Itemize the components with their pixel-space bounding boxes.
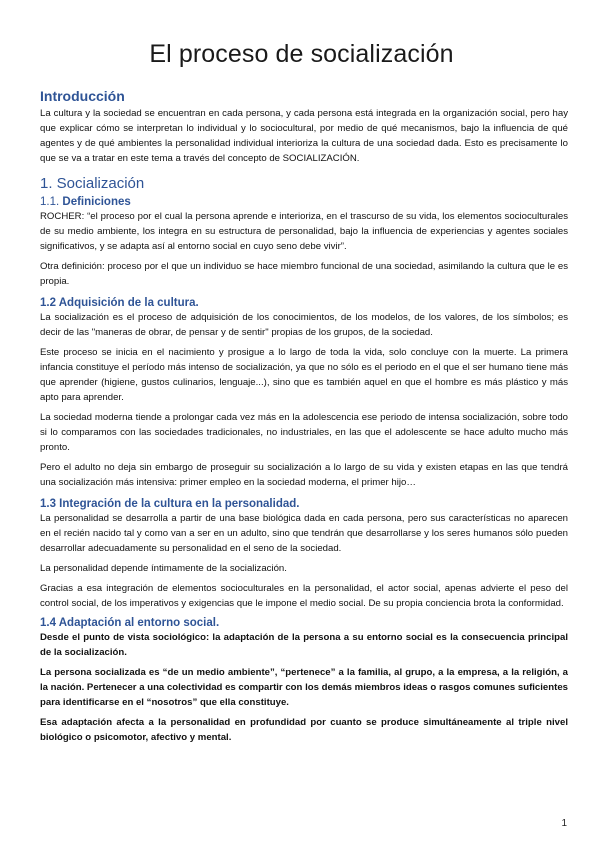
- document-body: [40, 88, 568, 745]
- paragraph-1-2-d: Pero el adulto no deja sin embargo de proseguir su socialización a lo largo de su vida y existen etapas en las que tendrá una socialización más intensiva: primer empleo en la sociedad moderna, el primer hijo…: [40, 462, 568, 488]
- definition-other-paragraph: Otra definición: proceso por el que un individuo se hace miembro funcional de una sociedad, asimilando la cultura que le es propia.: [40, 261, 568, 287]
- paragraph-1-4-b: La persona socializada es “de un medio ambiente”, “pertenece” a la familia, al grupo, a la empresa, a la religión, a la nación. Pertenecer a una colectividad es compartir con los demás miembros ideas o rasgos comunes suficientes para identificarse en el “nosotros” que ella constituye.: [40, 667, 568, 708]
- subsection-1-1-number: 1.1.: [40, 196, 60, 208]
- subsection-1-1-heading: [40, 196, 568, 208]
- subsection-1-4-heading: 1.4 Adaptación al entorno social.: [40, 617, 220, 629]
- intro-paragraph: La cultura y la sociedad se encuentran en cada persona, y cada persona está integrada en la organización social, pero hay que explicar cómo se interpretan lo individual y lo sociocultural, por medio de qué mecanismos, bajo la influencia de qué agentes y de qué ambientes la personalidad individual interioriza la cultura de una sociedad dada. Esto es precisamente lo que se va a tratar en este tema a través del concepto de SOCIALIZACIÓN.: [40, 108, 568, 164]
- paragraph-1-3-a: La personalidad se desarrolla a partir de una base biológica dada en cada persona, pero sus características no aparecen en el recién nacido tal y como van a ser en un adulto, sino que tendrán que desarrollarse y los seres humanos sólo pueden desarrollar adecuadamente su personalidad en el seno de la sociedad.: [40, 513, 568, 554]
- paragraph-1-2-b: Este proceso se inicia en el nacimiento y prosigue a lo largo de toda la vida, solo concluye con la muerte. La primera infancia constituye el período más intenso de socialización, ya que no sólo es el periodo en el que el ser humano tiene más que aprender (higiene, gustos culinarios, lenguaje...), sino que es también aquel en que el hombre es más plástico y más apto para aprender.: [40, 347, 568, 403]
- document-title: El proceso de socialización: [149, 40, 454, 68]
- subsection-1-2-heading: 1.2 Adquisición de la cultura.: [40, 297, 199, 309]
- paragraph-1-2-a: La socialización es el proceso de adquisición de los conocimientos, de los modelos, de los valores, de los símbolos; es decir de las "maneras de obrar, de pensar y de sentir" propias de los grupos, de la sociedad.: [40, 312, 568, 338]
- section-1-heading: 1. Socialización: [40, 175, 145, 192]
- paragraph-1-3-c: Gracias a esa integración de elementos socioculturales en la personalidad, el actor social, apenas advierte el peso del control social, de los imperativos y exigencias que le impone el medio social. De su propia conciencia brota la conformidad.: [40, 583, 568, 609]
- paragraph-1-4-a: Desde el punto de vista sociológico: la adaptación de la persona a su entorno social es la consecuencia principal de la socialización.: [40, 632, 568, 658]
- intro-heading: Introducción: [40, 88, 125, 104]
- definition-rocher-paragraph: ROCHER: “el proceso por el cual la persona aprende e interioriza, en el trascurso de su vida, los elementos socioculturales de su medio ambiente, los integra en su estructura de personalidad, bajo la influencia de experiencias y agentes sociales significativos, y se adapta así al entorno social en cuyo seno debe vivir”.: [40, 211, 568, 252]
- page-number: 1: [561, 818, 567, 829]
- paragraph-1-3-b: La personalidad depende íntimamente de la socialización.: [40, 563, 287, 574]
- paragraph-1-4-c: Esa adaptación afecta a la personalidad en profundidad por cuanto se produce simultáneamente al triple nivel biológico o psicomotor, afectivo y mental.: [40, 717, 568, 743]
- paragraph-1-2-c: La sociedad moderna tiende a prolongar cada vez más en la adolescencia ese periodo de intensa socialización, sobre todo si lo comparamos con las sociedades tradicionales, no industriales, en las que el adolescente se hace adulto mucho más pronto.: [40, 412, 568, 453]
- subsection-1-1-title: Definiciones: [62, 196, 131, 208]
- subsection-1-3-heading: 1.3 Integración de la cultura en la personalidad.: [40, 498, 300, 510]
